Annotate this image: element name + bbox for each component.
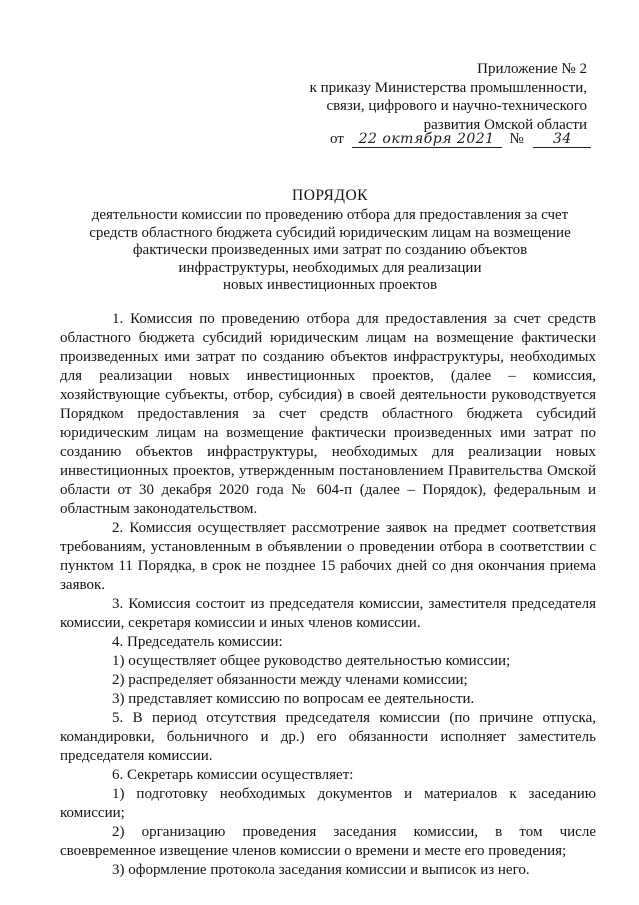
order-from-label: от <box>330 131 344 147</box>
document-title: ПОРЯДОК <box>292 187 368 204</box>
appendix-title: Приложение № 2 <box>477 61 587 77</box>
appendix-line-3: развития Омской области <box>423 116 587 133</box>
document-subtitle-line-2: средств областного бюджета субсидий юридическим лицам на возмещение <box>89 224 571 241</box>
paragraph-1: 1. Комиссия по проведению отбора для предоставления за счет средств областного бюджета субсидий юридическим лицам на возмещение фактически произведенных ими затрат по созданию объектов инфраструктуры, необходимых для реализации новых инвестиционных проектов, (далее – комиссия, хозяйствующие субъекты, отбор, субсидия) в своей деятельности руководствуется Порядком предоставления за счет средств областного бюджета субсидий юридическим лицам на возмещение фактически произведенных ими затрат по созданию объектов инфраструктуры, необходимых для реализации новых инвестиционных проектов, утвержденным постановлением Правительства Омской области от 30 декабря 2020 года № 604-п (далее – Порядок), федеральным и областным законодательством. <box>60 311 596 517</box>
paragraph-6-item-1: 1) подготовку необходимых документов и материалов к заседанию комиссии; <box>60 786 596 821</box>
document-subtitle-line-3: фактически произведенных ими затрат по созданию объектов <box>132 242 528 258</box>
document-subtitle-line-4: инфраструктуры, необходимых для реализации <box>178 259 482 276</box>
order-number-label: № <box>509 131 524 147</box>
document-body <box>60 310 596 880</box>
appendix-line-2: связи, цифрового и научно-технического <box>326 98 587 114</box>
order-date-number <box>330 131 591 148</box>
document-subtitle-line-5: новых инвестиционных проектов <box>222 277 438 293</box>
appendix-line-1: к приказу Министерства промышленности, <box>309 79 587 96</box>
order-number-handwritten: 34 <box>533 131 591 148</box>
paragraph-4-item-3: 3) представляет комиссию по вопросам ее деятельности. <box>112 691 475 707</box>
paragraph-4: 4. Председатель комиссии: <box>112 634 283 650</box>
document-title-block <box>60 187 600 295</box>
paragraph-3: 3. Комиссия состоит из председателя комиссии, заместителя председателя комиссии, секретаря комиссии и иных членов комиссии. <box>60 596 596 631</box>
paragraph-6-item-3: 3) оформление протокола заседания комиссии и выписок из него. <box>112 862 530 878</box>
paragraph-2: 2. Комиссия осуществляет рассмотрение заявок на предмет соответствия требованиям, установленным в объявлении о проведении отбора в соответствии с пунктом 11 Порядка, в срок не позднее 15 рабочих дней со дня окончания приема заявок. <box>60 520 596 593</box>
order-date-handwritten: 22 октября 2021 <box>352 131 502 148</box>
paragraph-6: 6. Секретарь комиссии осуществляет: <box>112 767 354 783</box>
paragraph-4-item-2: 2) распределяет обязанности между членами комиссии; <box>112 672 468 688</box>
paragraph-5: 5. В период отсутствия председателя комиссии (по причине отпуска, командировки, больничного и др.) его обязанности исполняет заместитель председателя комиссии. <box>60 710 596 764</box>
paragraph-6-item-2: 2) организацию проведения заседания комиссии, в том числе своевременное извещение членов комиссии о времени и месте его проведения; <box>60 824 596 859</box>
document-subtitle-line-1: деятельности комиссии по проведению отбора для предоставления за счет <box>91 207 569 223</box>
appendix-header <box>287 60 587 134</box>
paragraph-4-item-1: 1) осуществляет общее руководство деятельностью комиссии; <box>112 653 511 669</box>
